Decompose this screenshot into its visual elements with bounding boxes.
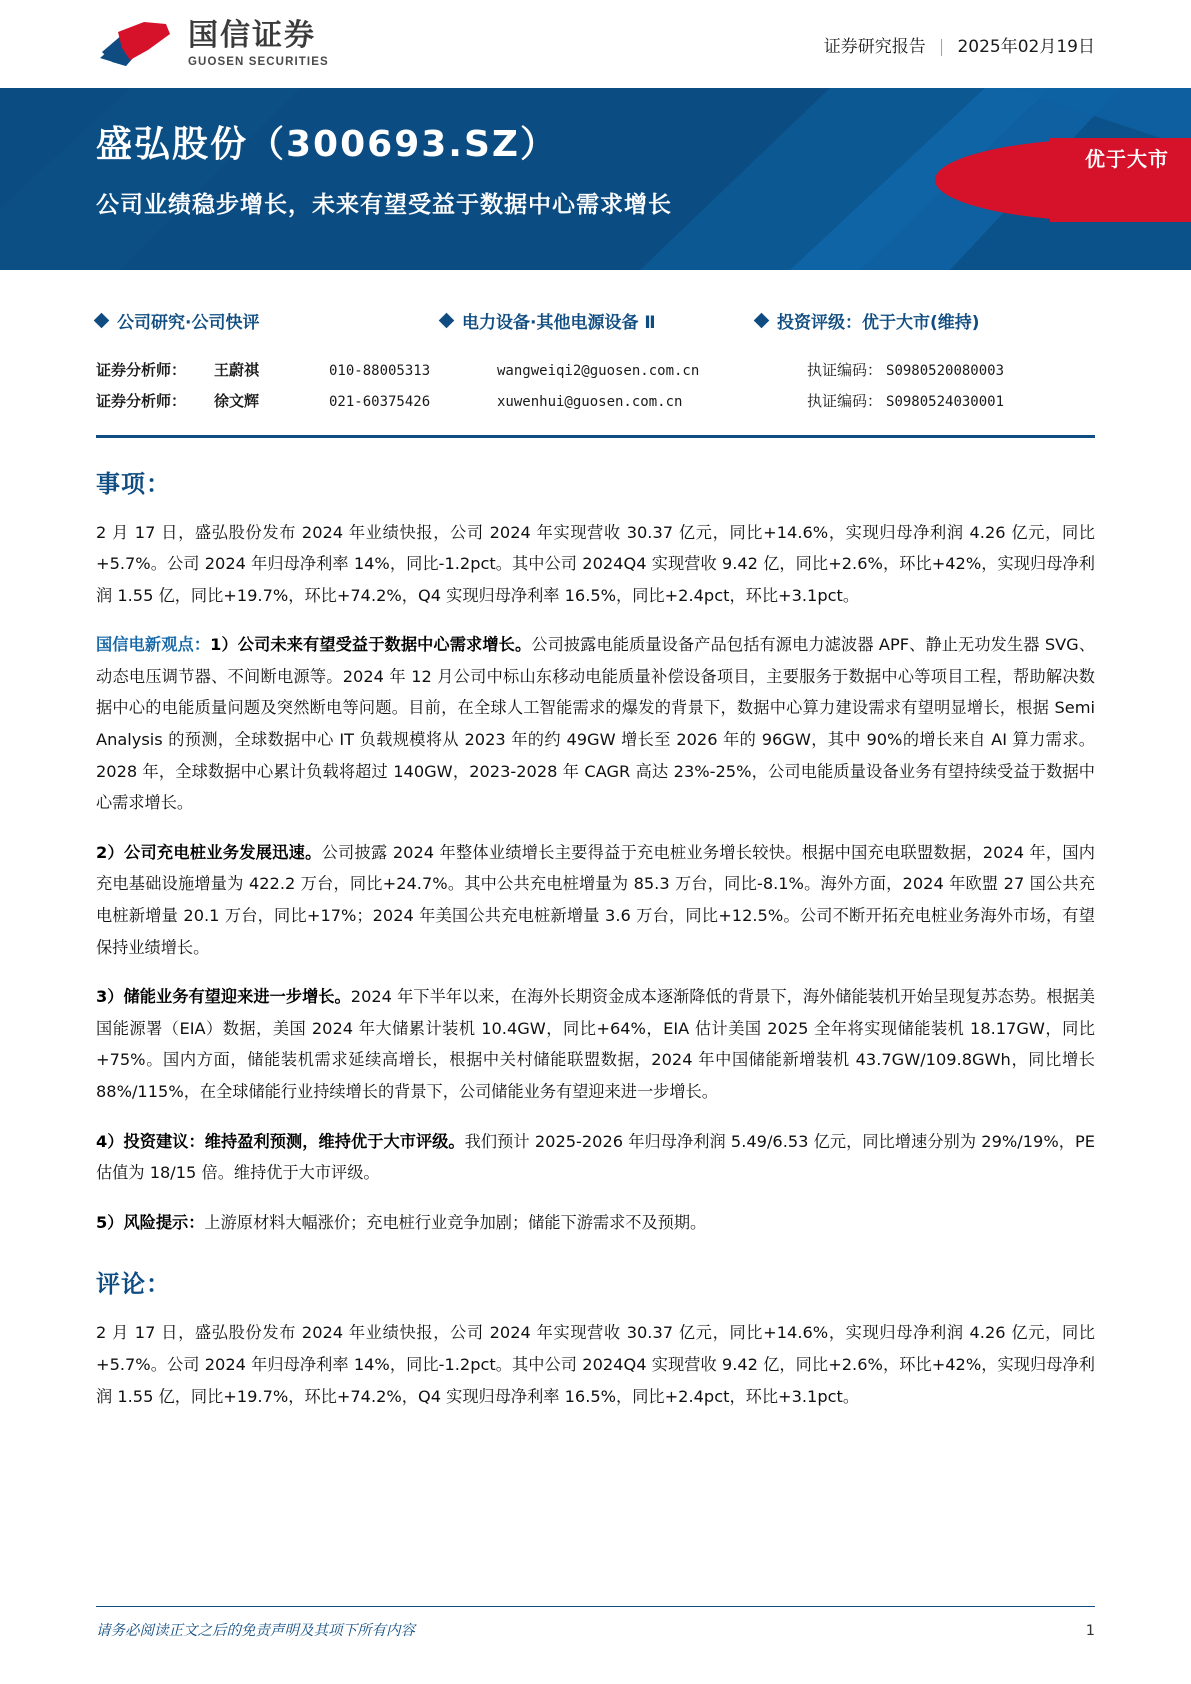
meta-rating-label: 投资评级：优于大市(维持) <box>777 313 980 333</box>
brand-logo <box>96 18 329 70</box>
point1-lead-bold: 1）公司未来有望受益于数据中心需求增长。 <box>210 635 532 655</box>
meta-rating <box>756 308 1095 333</box>
page-subtitle: 公司业绩稳步增长，未来有望受益于数据中心需求增长 <box>96 192 672 218</box>
paragraph-comment: 2 月 17 日，盛弘股份发布 2024 年业绩快报，公司 2024 年实现营收 30.37 亿元，同比+14.6%，实现归母净利润 4.26 亿元，同比+5.7%。公司 2024 年归母净利率 14%，同比-1.2pct。其中公司 2024Q4 实现营收 9.42 亿，同比+2.6%，环比+42%，实现归母净利润 1.55 亿，同比+19.7%，环比+74.2%，Q4 实现归母净利率 16.5%，同比+2.4pct，环比+3.1pct。 <box>96 1323 1095 1406</box>
analyst-email[interactable]: wangweiqi2@guosen.com.cn <box>497 363 700 379</box>
report-type-label: 证券研究报告 <box>823 36 926 57</box>
hero-text-block <box>96 122 672 219</box>
point4-body: 我们预计 2025-2026 年归母净利润 5.49/6.53 亿元，同比增速分别为 29%/19%，PE 估值为 18/15 倍。维持优于大市评级。 <box>96 1131 1096 1183</box>
paragraph-point-5 <box>96 1207 1095 1239</box>
analyst-cert-number: S0980524030001 <box>886 393 1005 410</box>
point1-body: 公司披露电能质量设备产品包括有源电力滤波器 APF、静止无功发生器 SVG、动态电压调节器、不间断电源等。2024 年 12 月公司中标山东移动电能质量补偿设备项目，主要服务于数据中心等项目工程，帮助解决数据中心的电能质量问题及突然断电等问题。目前，在全球人工智能需求的爆发的背景下，数据中心算力建设需求有望明显增长，根据 Semi Analysis 的预测，全球数据中心 IT 负载规模将从 2023 年的约 49GW 增长至 2026 年的 96GW，其中 90%的增长来自 AI 算力需求。2028 年，全球数据中心累计负载将超过 140GW，2023-2028 年 CAGR 高达 23%-25%，公司电能质量设备业务有望持续受益于数据中心需求增长。 <box>96 635 1096 813</box>
analyst-phone: 010-88005313 <box>329 363 431 379</box>
analyst-row <box>96 386 1095 417</box>
brand-text <box>188 20 329 67</box>
section-title-comment: 评论： <box>96 1270 171 1299</box>
header-separator: | <box>938 36 945 57</box>
report-body <box>0 464 1191 1413</box>
page-header <box>0 0 1191 88</box>
footer-divider <box>96 1606 1095 1608</box>
analyst-cert-label: 执证编码： <box>807 361 883 379</box>
paragraph-point-3 <box>96 981 1095 1107</box>
section-title-matter: 事项： <box>96 469 171 498</box>
analyst-role: 证券分析师： <box>96 391 187 410</box>
hero-banner <box>0 88 1191 270</box>
meta-row <box>96 308 1095 333</box>
point4-lead-bold: 4）投资建议：维持盈利预测，维持优于大市评级。 <box>96 1131 465 1151</box>
brand-name-cn: 国信证券 <box>188 18 316 54</box>
analyst-row <box>96 355 1095 386</box>
analyst-phone: 021-60375426 <box>329 393 431 410</box>
point3-body: 2024 年下半年以来，在海外长期资金成本逐渐降低的背景下，海外储能装机开始呈现复苏态势。根据美国能源署（EIA）数据，美国 2024 年大储累计装机 10.4GW，同比+64%，EIA 估计美国 2025 全年将实现储能装机 18.17GW，同比+75%。国内方面，储能装机需求延续高增长，根据中关村储能联盟数据，2024 年中国储能新增装机 43.7GW/109.8GWh，同比增长 88%/115%，在全球储能行业持续增长的背景下，公司储能业务有望迎来进一步增长。 <box>96 987 1095 1101</box>
rating-badge: 优于大市 <box>1085 146 1169 171</box>
guosen-logo-icon <box>96 18 174 70</box>
page-title: 盛弘股份（300693.SZ） <box>96 124 559 165</box>
point2-body: 公司披露 2024 年整体业绩增长主要得益于充电桩业务增长较快。根据中国充电联盟数据，2024 年，国内充电基础设施增量为 422.2 万台，同比+24.7%。其中公共充电桩增量为 85.3 万台，同比-8.1%。海外方面，2024 年欧盟 27 国公共充电桩新增量 20.1 万台，同比+17%；2024 年美国公共充电桩新增量 3.6 万台，同比+12.5%。公司不断开拓充电桩业务海外市场，有望保持业绩增长。 <box>96 842 1095 957</box>
brand-name-en: GUOSEN SECURITIES <box>188 55 329 68</box>
analyst-name: 王蔚祺 <box>214 361 260 379</box>
point5-body: 上游原材料大幅涨价；充电桩行业竞争加剧；储能下游需求不及预期。 <box>204 1212 707 1232</box>
point5-lead-bold: 5）风险提示： <box>96 1212 205 1232</box>
meta-industry-label: 电力设备·其他电源设备 Ⅱ <box>462 313 656 333</box>
diamond-bullet-icon <box>754 313 770 329</box>
point2-lead-bold: 2）公司充电桩业务发展迅速。 <box>96 842 322 862</box>
header-meta <box>824 32 1095 57</box>
paragraph-point-1 <box>96 629 1095 819</box>
paragraph-point-4 <box>96 1126 1095 1189</box>
analyst-cert-number: S0980520080003 <box>886 363 1005 379</box>
page-footer <box>96 1606 1095 1641</box>
paragraph-point-2 <box>96 837 1095 963</box>
meta-section <box>0 308 1191 438</box>
analyst-name: 徐文辉 <box>214 391 260 410</box>
header-divider <box>96 435 1095 438</box>
meta-category-label: 公司研究·公司快评 <box>117 313 260 333</box>
point1-lead-blue: 国信电新观点： <box>96 635 211 655</box>
diamond-bullet-icon <box>94 313 110 329</box>
footer-disclaimer: 请务必阅读正文之后的免责声明及其项下所有内容 <box>96 1623 415 1639</box>
diamond-bullet-icon <box>439 313 455 329</box>
footer-page-number: 1 <box>1085 1623 1095 1639</box>
meta-category <box>96 308 441 333</box>
footer-row <box>96 1619 1095 1640</box>
point3-lead-bold: 3）储能业务有望迎来进一步增长。 <box>96 987 351 1007</box>
paragraph-matter: 2 月 17 日，盛弘股份发布 2024 年业绩快报，公司 2024 年实现营收 30.37 亿元，同比+14.6%，实现归母净利润 4.26 亿元，同比+5.7%。公司 2024 年归母净利率 14%，同比-1.2pct。其中公司 2024Q4 实现营收 9.42 亿，同比+2.6%，环比+42%，实现归母净利润 1.55 亿，同比+19.7%，环比+74.2%，Q4 实现归母净利率 16.5%，同比+2.4pct，环比+3.1pct。 <box>96 522 1095 605</box>
analyst-cert-label: 执证编码： <box>807 391 883 410</box>
report-date: 2025年02月19日 <box>957 36 1095 57</box>
analyst-list <box>96 355 1095 417</box>
analyst-email[interactable]: xuwenhui@guosen.com.cn <box>497 393 683 410</box>
analyst-role: 证券分析师： <box>96 361 187 379</box>
meta-industry <box>441 308 756 333</box>
